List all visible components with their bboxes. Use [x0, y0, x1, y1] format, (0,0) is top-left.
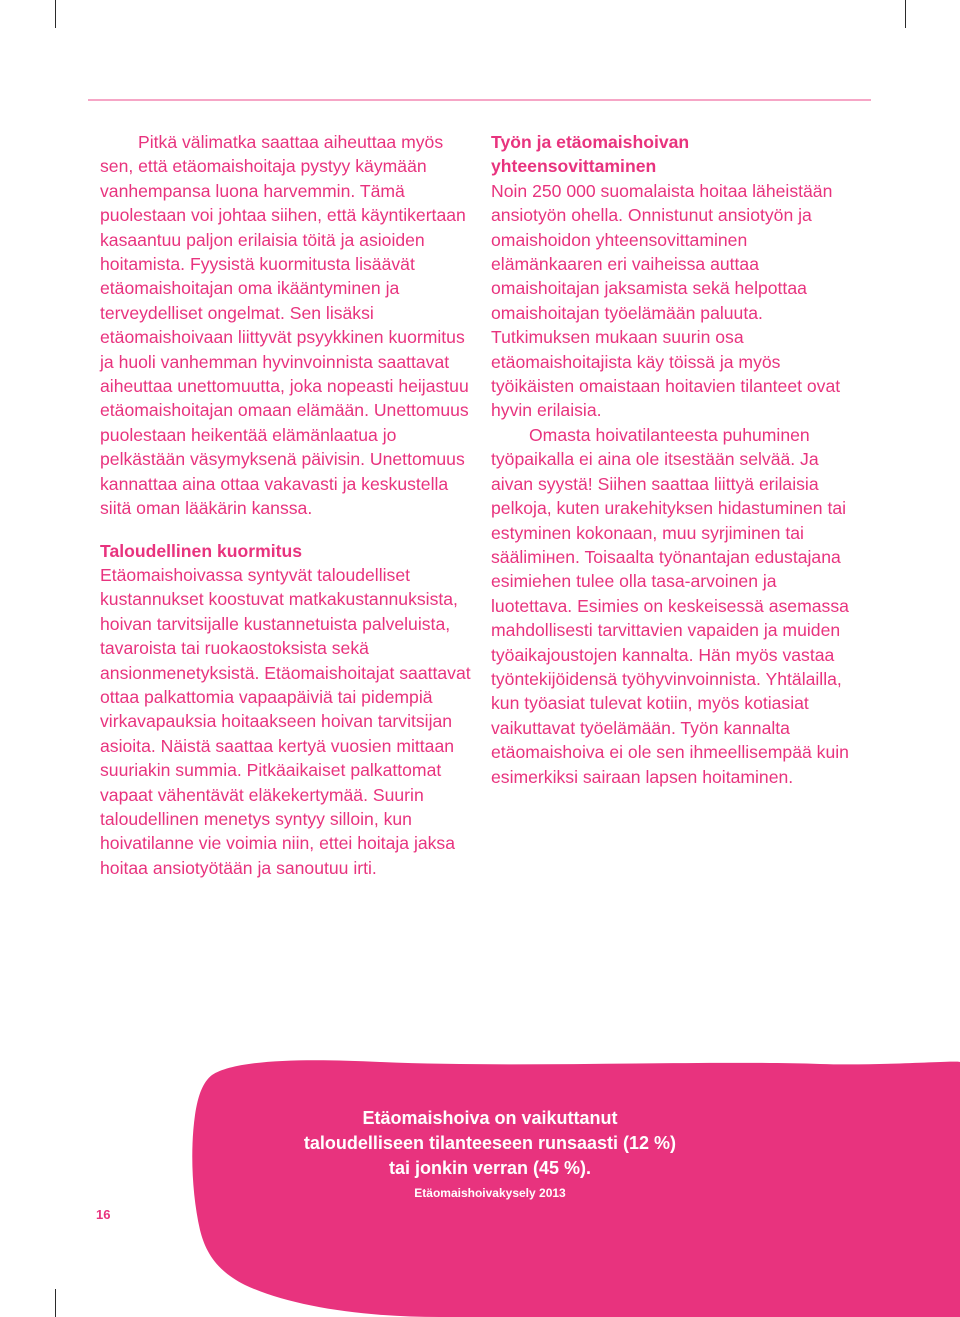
work-paragraph-2: Omasta hoivatilanteesta puhuminen työpaikalla ei aina ole itsestään selvää. Ja aivan syystä! Siihen saattaa liittyä erilaisia pelkoja, kuten urakehityksen hidastuminen tai estyminen kokonaan, muu syrjiminen tai säälimінen. Toisaalta työnantajan edustajana esimiehen tulee olla tasa-arvoinen ja luotettava. Esimies on keskeisessä asemassa mahdollisesti tarvittavien vapaiden ja muiden työaikajoustojen kannalta. Hän myös vastaa työntekijöidensä työhyvinvoinnista. Yhtälailla, kun työasiat tulevat kotiin, myös kotiasiat vaikuttavat työelämään. Työn kannalta etäomaishoiva ei ole sen ihmeellisempää kuin esimerkiksi sairaan lapsen hoitaminen.: [491, 424, 849, 787]
work-paragraph-1: Noin 250 000 suomalaista hoitaa läheistään ansiotyön ohella. Onnistunut ansiotyön ja omaishoidon yhteensovittaminen elämänkaaren eri vaiheissa auttaa omaishoitajan jaksamista sekä helpottaa omaishoitajan työelämään paluuta. Tutkimuksen mukaan suurin osa etäomaishoitajista käy töissä ja myös työikäisten omaistaan hoitavien tilanteet ovat hyvin erilaisia.: [491, 180, 841, 421]
callout-text: Etäomaishoiva on vaikuttanut taloudelliseen tilanteeseen runsaasti (12 %) tai jonkin verran (45 %).: [303, 1108, 677, 1178]
section-heading-economic: Taloudellinen kuormitus: [100, 540, 303, 561]
section-heading-work: Työn ja etäomaishoivan yhteensovittaminen: [491, 132, 690, 177]
callout-source: Etäomaishoivakysely 2013: [414, 1186, 566, 1200]
economic-paragraph: Etäomaishoivassa syntyvät taloudelliset kustannukset koostuvat matkakustannuksista, hoivan tarvitsijalle kustannetuista palveluista, tavaroista tai ruokaostoksista sekä ansionmenetyksistä. Etäomaishoitajat saattavat ottaa palkattomia vapaapäiviä tai pidempiä virkavapauksia hoitaakseen hoivan tarvitsijan asioita. Näistä saattaa kertyä vuosien mittaan suuriakin summia. Pitkäaikaiset palkattomat vapaat vähentävät eläkekertymää. Suurin taloudellinen menetys syntyy silloin, kun hoivatilanne vie voimia niin, ettei hoitaja jaksa hoitaa ansiotyötään ja sanoutuu irti.: [100, 564, 471, 878]
intro-paragraph: Pitkä välimatka saattaa aiheuttaa myös sen, että etäomaishoitaja pystyy käymään vanhempansa luona harvemmin. Tämä puolestaan voi johtaa siihen, että käyntikertaan kasaantuu paljon erilaisia töitä ja asioiden hoitamista. Fyysistä kuormitusta lisäävät etäomaishoitajan oma ikääntyminen ja terveydelliset ongelmat. Sen lisäksi etäomaishoivaan liittyvät psyykkinen kuormitus ja huoli vanhemman hyvinvoinnista saattavat aiheuttaa unettomuutta, joka nopeasti heijastuu etäomaishoitajan omaan elämään. Unettomuus puolestaan heikentää elämänlaatua jo pelkästään väsymyksenä päivisin. Unettomuus kannattaa aina ottaa vakavasti ja keskustella siitä oman lääkärin kanssa.: [100, 132, 469, 519]
page-number: 16: [96, 1207, 111, 1222]
